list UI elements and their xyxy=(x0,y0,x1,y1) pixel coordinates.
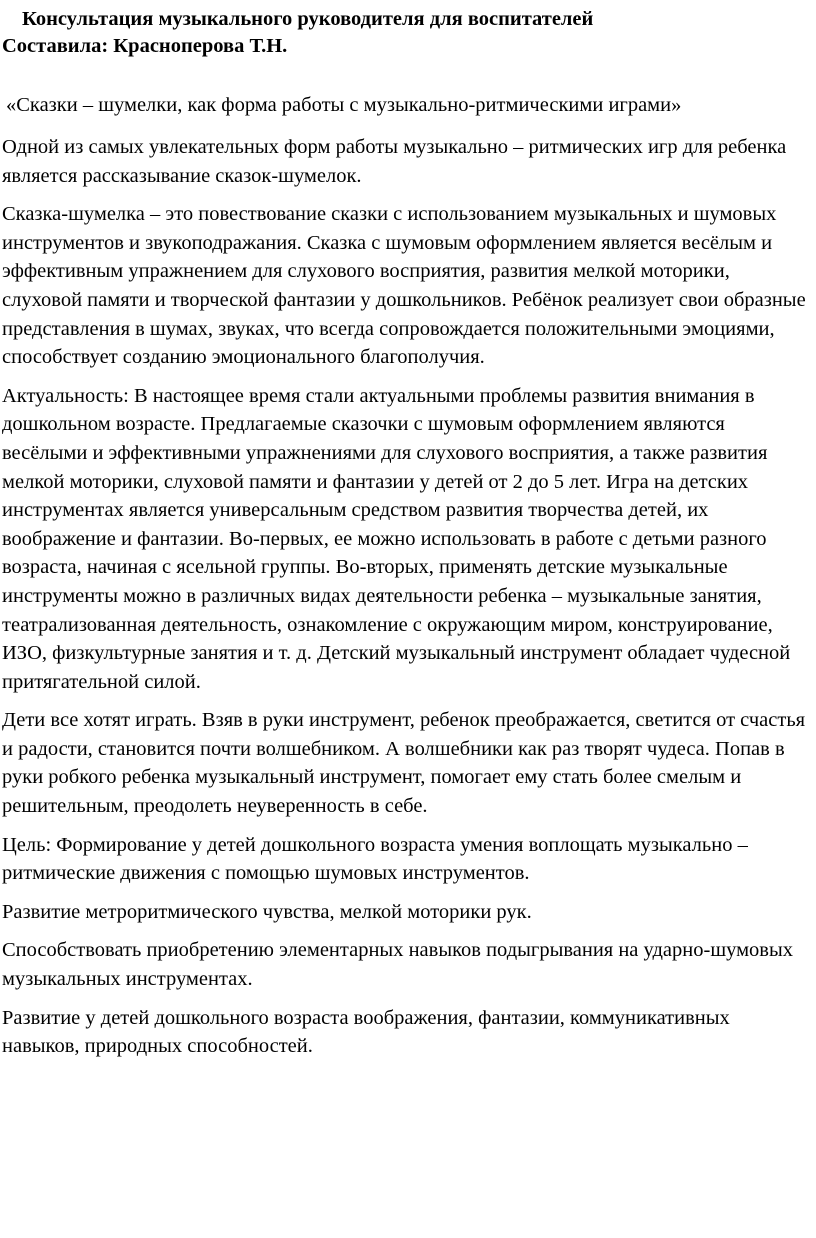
paragraph-task-skills: Способствовать приобретению элементарных навыков подыгрывания на ударно-шумовых музыкальных инструментах. xyxy=(2,939,794,991)
document-subtitle: «Сказки – шумелки, как форма работы с музыкально-ритмическими играми» xyxy=(6,94,682,116)
paragraph-intro: Одной из самых увлекательных форм работы музыкально – ритмических игр для ребенка является рассказывание сказок-шумелок. xyxy=(2,136,787,187)
paragraph-goal: Цель: Формирование у детей дошкольного возраста умения воплощать музыкально – ритмические движения с помощью шумовых инструментов. xyxy=(2,833,748,885)
paragraph-children-play: Дети все хотят играть. Взяв в руки инструмент, ребенок преображается, светится от счастья и радости, становится почти волшебником. А волшебники как раз творят чудеса. Попав в руки робкого ребенка музыкальный инструмент, помогает ему стать более смелым и решительным, преодолеть неуверенность в себе. xyxy=(2,709,806,818)
paragraph-definition: Сказка-шумелка – это повествование сказки с использованием музыкальных и шумовых инструментов и звукоподражания. Сказка с шумовым оформлением является весёлым и эффективным упражнением для слухового восприятия, развития мелкой моторики, слуховой памяти и творческой фантазии у дошкольников. Ребёнок реализует свои образные представления в шумах, звуках, что всегда сопровождается положительными эмоциями, способствует созданию эмоционального благополучия. xyxy=(2,203,806,369)
document-author: Составила: Красноперова Т.Н. xyxy=(2,35,288,57)
paragraph-task-rhythm: Развитие метроритмического чувства, мелкой моторики рук. xyxy=(2,900,532,923)
paragraph-task-imagination: Развитие у детей дошкольного возраста воображения, фантазии, коммуникативных навыков, природных способностей. xyxy=(2,1006,730,1058)
paragraph-relevance: Актуальность: В настоящее время стали актуальными проблемы развития внимания в дошкольном возрасте. Предлагаемые сказочки с шумовым оформлением являются весёлыми и эффективными упражнениями для слухового восприятия, а также развития мелкой моторики, слуховой памяти и фантазии у детей от 2 до 5 лет. Игра на детских инструментах является универсальным средством развития творчества детей, их воображение и фантазии. Во-первых, ее можно использовать в работе с детьми разного возраста, начиная с ясельной группы. Во-вторых, применять детские музыкальные инструменты можно в различных видах деятельности ребенка – музыкальные занятия, театрализованная деятельность, ознакомление с окружающим миром, конструирование, ИЗО, физкультурные занятия и т. д. Детский музыкальный инструмент обладает чудесной притягательной силой. xyxy=(2,384,791,693)
document-header: Консультация музыкального руководителя для воспитателей xyxy=(22,8,594,30)
